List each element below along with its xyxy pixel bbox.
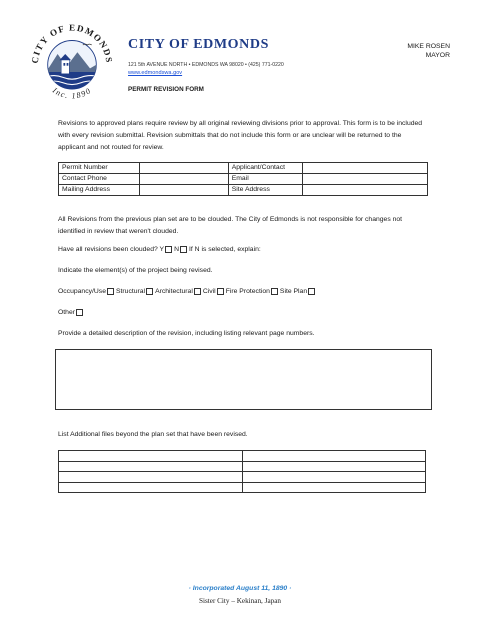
files-row xyxy=(59,451,426,462)
file-cell[interactable] xyxy=(242,482,426,493)
civil-label: Civil xyxy=(202,288,216,295)
mailing-address-label: Mailing Address xyxy=(59,185,140,196)
site-plan-checkbox[interactable] xyxy=(308,288,315,295)
mayor-name: MIKE ROSEN xyxy=(407,43,450,50)
svg-text:CITY OF EDMONDS: CITY OF EDMONDS xyxy=(29,22,115,65)
files-row xyxy=(59,472,426,483)
svg-text:Inc. 1890: Inc. 1890 xyxy=(50,85,94,101)
description-prompt: Provide a detailed description of the revision, including listing relevant page numbers. xyxy=(58,330,315,337)
structural-checkbox[interactable] xyxy=(146,288,153,295)
file-cell[interactable] xyxy=(242,451,426,462)
elements-prompt: Indicate the element(s) of the project being revised. xyxy=(58,267,213,274)
footer-incorporated: · Incorporated August 11, 1890 · xyxy=(188,585,292,592)
revision-description-box[interactable] xyxy=(55,349,432,410)
civil-checkbox[interactable] xyxy=(217,288,224,295)
files-prompt: List Additional files beyond the plan set that have been revised. xyxy=(58,431,248,438)
city-address: 121 5th AVENUE NORTH • EDMONDS WA 98020 • (425) 771-0220 xyxy=(128,62,284,68)
contact-phone-label: Contact Phone xyxy=(59,174,140,185)
additional-files-table xyxy=(58,450,426,493)
elements-checkbox-row xyxy=(58,288,317,295)
file-cell[interactable] xyxy=(59,461,243,472)
file-cell[interactable] xyxy=(242,472,426,483)
permit-number-field[interactable] xyxy=(140,163,229,174)
architectural-label: Architectural xyxy=(155,288,193,295)
files-row xyxy=(59,482,426,493)
file-cell[interactable] xyxy=(59,451,243,462)
clouded-no-label: N xyxy=(174,246,179,253)
fire-protection-checkbox[interactable] xyxy=(271,288,278,295)
occupancy-use-checkbox[interactable] xyxy=(107,288,114,295)
site-plan-label: Site Plan xyxy=(279,288,308,295)
permit-number-label: Permit Number xyxy=(59,163,140,174)
site-address-label: Site Address xyxy=(228,185,302,196)
file-cell[interactable] xyxy=(242,461,426,472)
mayor-title: MAYOR xyxy=(425,52,450,59)
intro-paragraph: Revisions to approved plans require review by all original reviewing divisions prior to approval. This form is to be included with every revision submittal. Revision submittals that do not include this form or are unclear will be returned to the applicant and not routed for review. xyxy=(58,120,423,151)
clouding-note: All Revisions from the previous plan set are to be clouded. The City of Edmonds is not responsible for changes not identified in review that weren't clouded. xyxy=(58,216,403,235)
applicant-info-table xyxy=(58,162,428,196)
file-cell[interactable] xyxy=(59,472,243,483)
other-row xyxy=(58,309,85,316)
clouded-question xyxy=(58,246,261,253)
other-checkbox[interactable] xyxy=(76,309,83,316)
clouded-question-suffix: If N is selected, explain: xyxy=(188,246,261,253)
city-website-link[interactable]: www.edmondswa.gov xyxy=(128,70,183,76)
email-label: Email xyxy=(228,174,302,185)
clouded-question-prefix: Have all revisions been clouded? Y xyxy=(58,246,165,253)
footer-sister-city: Sister City – Kekinan, Japan xyxy=(198,597,282,605)
contact-phone-field[interactable] xyxy=(140,174,229,185)
other-label: Other xyxy=(58,309,75,316)
site-address-field[interactable] xyxy=(302,185,427,196)
structural-label: Structural xyxy=(115,288,146,295)
applicant-contact-field[interactable] xyxy=(302,163,427,174)
clouded-yes-checkbox[interactable] xyxy=(165,246,172,253)
email-field[interactable] xyxy=(302,174,427,185)
occupancy-use-label: Occupancy/Use xyxy=(58,288,106,295)
info-row-address xyxy=(59,185,428,196)
fire-protection-label: Fire Protection xyxy=(225,288,270,295)
architectural-checkbox[interactable] xyxy=(194,288,201,295)
city-seal-logo xyxy=(27,18,117,108)
city-title: CITY OF EDMONDS xyxy=(128,37,269,52)
file-cell[interactable] xyxy=(59,482,243,493)
mailing-address-field[interactable] xyxy=(140,185,229,196)
info-row-phone xyxy=(59,174,428,185)
files-row xyxy=(59,461,426,472)
clouded-no-checkbox[interactable] xyxy=(180,246,187,253)
form-title: PERMIT REVISION FORM xyxy=(128,86,204,93)
applicant-contact-label: Applicant/Contact xyxy=(228,163,302,174)
info-row-permit xyxy=(59,163,428,174)
